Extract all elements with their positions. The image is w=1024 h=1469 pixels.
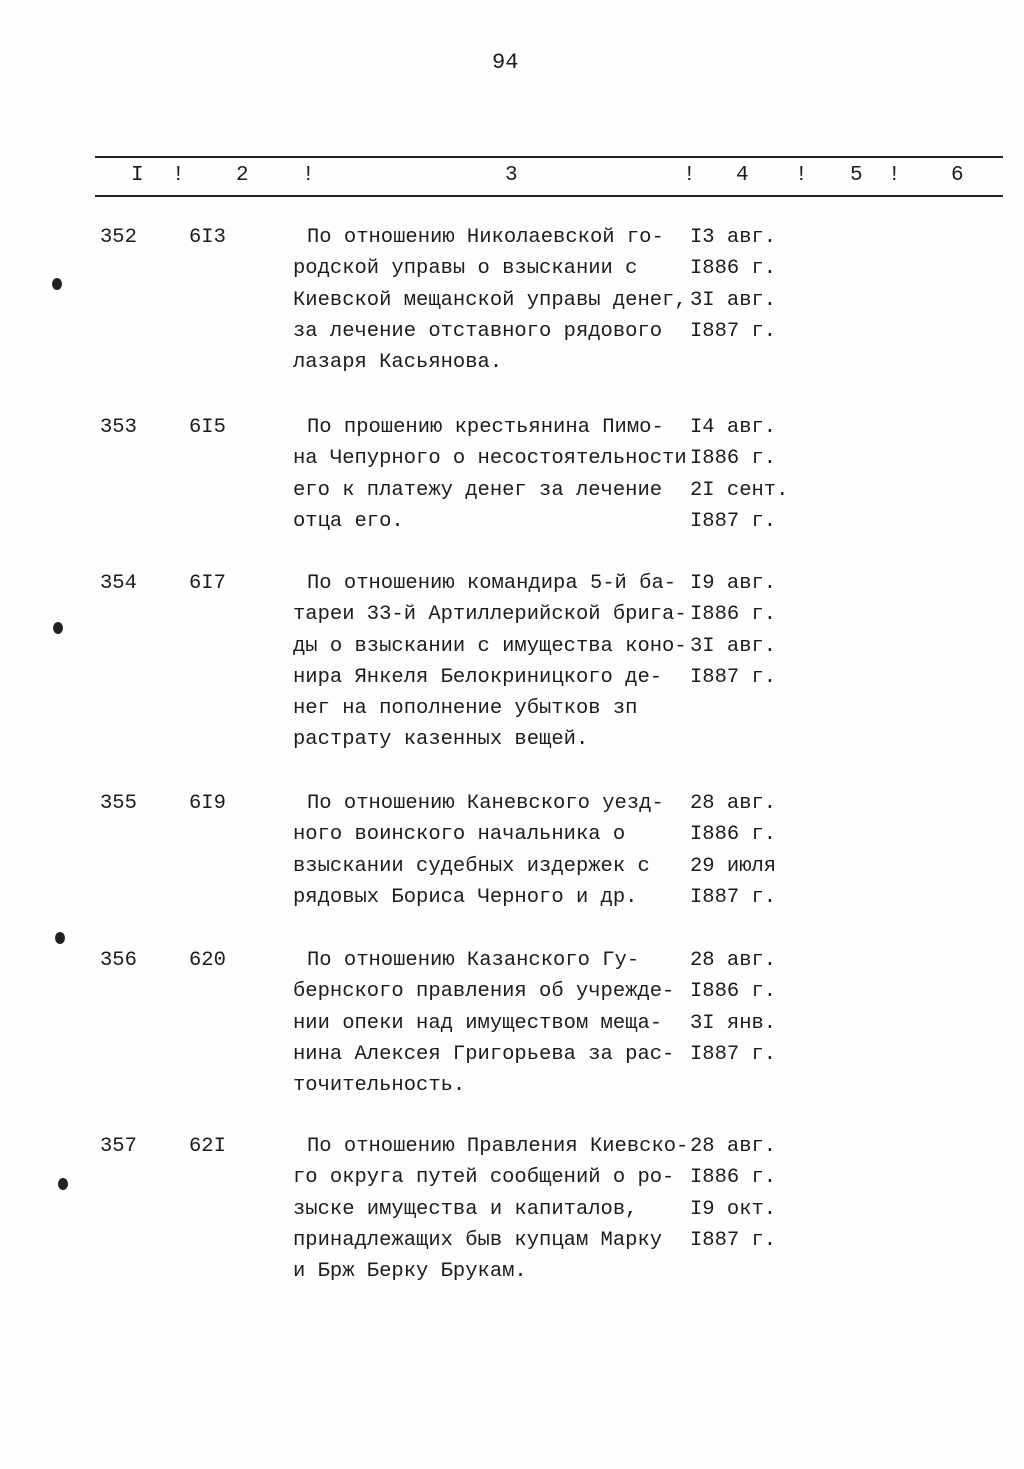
description-line: зыске имущества и капиталов,	[293, 1197, 638, 1221]
date-line: I887 г.	[690, 319, 777, 343]
description-line: го округа путей сообщений о ро-	[293, 1166, 675, 1190]
case-number: 6I9	[189, 792, 226, 815]
entry-description	[293, 945, 674, 1101]
date-line: 3I янв.	[690, 1011, 777, 1035]
description-line: По отношению Правления Киевско-	[307, 1135, 689, 1158]
date-line: I887 г.	[690, 665, 777, 689]
punch-hole-mark	[58, 1178, 68, 1190]
date-line: I9 авг.	[690, 572, 777, 595]
punch-hole-mark	[53, 622, 63, 634]
entry-description	[293, 1131, 688, 1287]
description-line: По отношению Каневского уезд-	[307, 792, 664, 815]
date-line: 2I сент.	[690, 478, 789, 502]
punch-hole-mark	[52, 278, 62, 290]
description-line: тареи 33-й Артиллерийской брига-	[293, 603, 687, 627]
description-line: растрату казенных вещей.	[293, 728, 589, 752]
date-line: 3I авг.	[690, 288, 777, 312]
date-line: I9 окт.	[690, 1197, 777, 1221]
entry-number: 354	[100, 572, 137, 595]
date-line: 28 авг.	[690, 1135, 777, 1158]
entry-number: 355	[100, 792, 137, 815]
description-line: отца его.	[293, 509, 404, 533]
date-line: I3 авг.	[690, 226, 777, 249]
header-top-rule	[95, 156, 1003, 158]
description-line: принадлежащих быв купцам Марку	[293, 1228, 663, 1252]
description-line: и Брж Берку Брукам.	[293, 1260, 527, 1284]
description-line: Киевской мещанской управы денег,	[293, 288, 687, 312]
description-line: По отношению Казанского Гу-	[307, 949, 640, 972]
punch-hole-mark	[55, 932, 65, 944]
entry-number: 356	[100, 949, 137, 972]
entry-dates	[690, 1131, 776, 1256]
case-number: 6I3	[189, 226, 226, 249]
date-line: 29 июля	[690, 854, 777, 878]
description-line: лазаря Касьянова.	[293, 351, 503, 375]
entry-description	[293, 222, 687, 378]
description-line: рядовых Бориса Черного и др.	[293, 885, 638, 909]
description-line: По отношению командира 5-й ба-	[307, 572, 677, 595]
entry-number: 352	[100, 226, 137, 249]
date-line: I886 г.	[690, 823, 777, 847]
date-line: 28 авг.	[690, 949, 777, 972]
entry-description	[293, 412, 687, 537]
description-line: нег на пополнение убытков зп	[293, 697, 638, 721]
entry-dates	[690, 788, 776, 913]
col-1-header: I	[131, 164, 144, 187]
header-bottom-rule	[95, 195, 1003, 197]
case-number: 6I7	[189, 572, 226, 595]
col-sep: !	[683, 164, 696, 187]
description-line: его к платежу денег за лечение	[293, 478, 663, 502]
date-line: I887 г.	[690, 885, 777, 909]
date-line: I887 г.	[690, 509, 777, 533]
description-line: ного воинского начальника о	[293, 823, 626, 847]
col-6-header: 6	[951, 164, 964, 187]
description-line: взыскании судебных издержек с	[293, 854, 650, 878]
entry-description	[293, 788, 664, 913]
entry-description	[293, 568, 687, 756]
entry-dates	[690, 412, 788, 537]
col-sep: !	[888, 164, 901, 187]
description-line: По прошению крестьянина Пимо-	[307, 416, 664, 439]
description-line: нина Алексея Григорьева за рас-	[293, 1042, 675, 1066]
col-4-header: 4	[736, 164, 749, 187]
case-number: 620	[189, 949, 226, 972]
case-number: 6I5	[189, 416, 226, 439]
date-line: I886 г.	[690, 447, 777, 471]
col-sep: !	[302, 164, 315, 187]
col-sep: !	[795, 164, 808, 187]
entry-dates	[690, 568, 776, 693]
date-line: I886 г.	[690, 257, 777, 281]
description-line: нии опеки над имуществом меща-	[293, 1011, 663, 1035]
date-line: I886 г.	[690, 1166, 777, 1190]
date-line: I886 г.	[690, 603, 777, 627]
col-3-header: 3	[505, 164, 518, 187]
description-line: нира Янкеля Белокриницкого де-	[293, 665, 663, 689]
description-line: ды о взыскании с имущества коно-	[293, 634, 687, 658]
date-line: I887 г.	[690, 1228, 777, 1252]
date-line: I4 авг.	[690, 416, 777, 439]
date-line: 28 авг.	[690, 792, 777, 815]
entry-number: 353	[100, 416, 137, 439]
col-5-header: 5	[850, 164, 863, 187]
description-line: По отношению Николаевской го-	[307, 226, 664, 249]
date-line: I887 г.	[690, 1042, 777, 1066]
date-line: I886 г.	[690, 980, 777, 1004]
description-line: бернского правления об учрежде-	[293, 980, 675, 1004]
entry-dates	[690, 222, 776, 347]
col-sep: !	[172, 164, 185, 187]
description-line: родской управы о взыскании с	[293, 257, 638, 281]
case-number: 62I	[189, 1135, 226, 1158]
description-line: на Чепурного о несостоятельности	[293, 447, 687, 471]
col-2-header: 2	[236, 164, 249, 187]
description-line: за лечение отставного рядового	[293, 319, 663, 343]
description-line: точительность.	[293, 1074, 466, 1098]
date-line: 3I авг.	[690, 634, 777, 658]
entry-dates	[690, 945, 776, 1070]
entry-number: 357	[100, 1135, 137, 1158]
page-number: 94	[492, 50, 519, 75]
